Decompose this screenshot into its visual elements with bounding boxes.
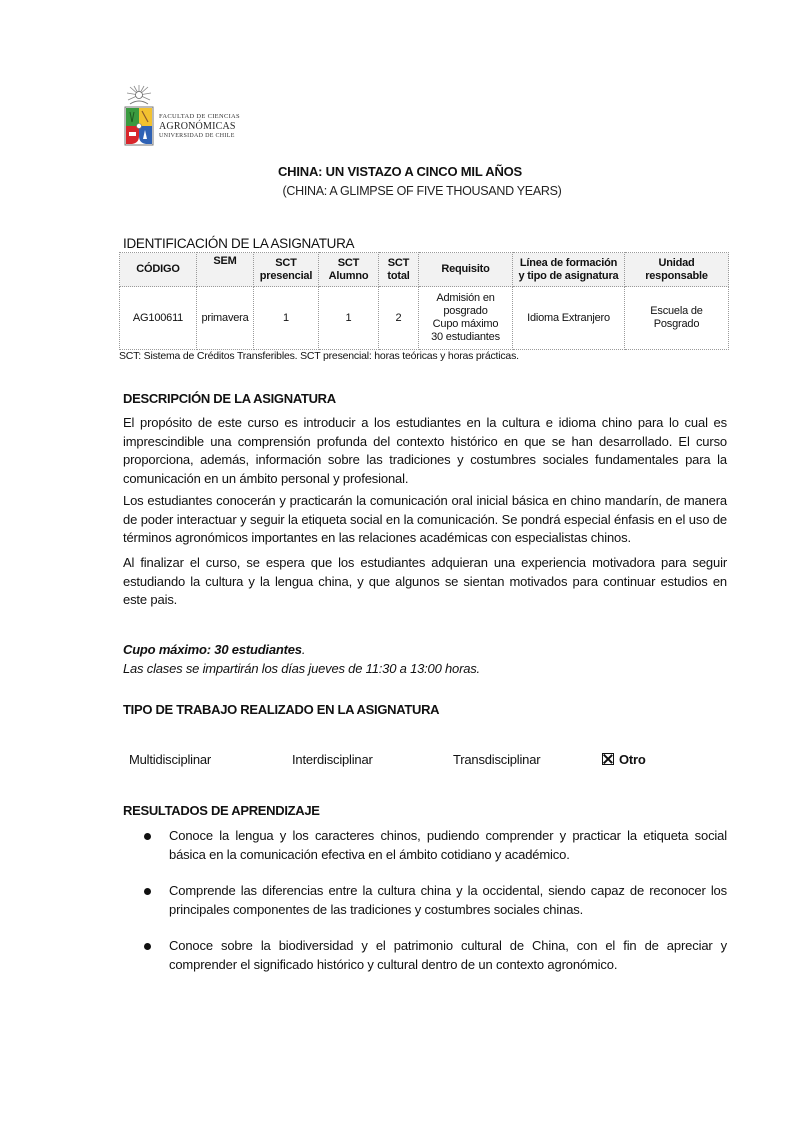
checked-box-icon [602, 753, 614, 765]
description-paragraph-3: Al finalizar el curso, se espera que los estudiantes adquieran una experiencia motivadora para seguir estudiando la cultura y la lengua china, y que algunos se sientan motivados para continuar estudios en este pais. [123, 555, 727, 607]
header-unidad-responsable: Unidad responsable [625, 253, 729, 287]
list-item: Comprende las diferencias entre la cultura china y la occidental, siendo capaz de reconocer los principales componentes de las tradiciones y costumbres sociales chinas. [123, 882, 727, 919]
bullet-icon [144, 943, 151, 950]
cell-sct-alumno: 1 [319, 287, 379, 350]
cell-linea-formacion: Idioma Extranjero [513, 287, 625, 350]
cell-unidad-responsable: Escuela de Posgrado [625, 287, 729, 350]
list-item: Conoce sobre la biodiversidad y el patrimonio cultural de China, con el fin de apreciar y comprender el significado histórico y cultural dentro de un contexto agronómico. [123, 937, 727, 974]
bullet-icon [144, 833, 151, 840]
header-requisito: Requisito [419, 253, 513, 287]
shield-emblem-icon [124, 106, 154, 148]
description-heading: DESCRIPCIÓN DE LA ASIGNATURA [123, 391, 336, 406]
course-subtitle: (CHINA: A GLIMPSE OF FIVE THOUSAND YEARS) [282, 184, 562, 198]
faculty-name [159, 114, 240, 139]
faculty-name-line2: AGRONÓMICAS [159, 120, 236, 132]
table-header-row [120, 253, 729, 287]
list-item: Conoce la lengua y los caracteres chinos, pudiendo comprender y practicar la etiqueta social básica en la comunicación efectiva en el ámbito cotidiano y académico. [123, 827, 727, 864]
work-type-otro [602, 752, 646, 767]
cell-codigo: AG100611 [120, 287, 197, 350]
header-sct-alumno: SCT Alumno [319, 253, 379, 287]
sct-footnote: SCT: Sistema de Créditos Transferibles. SCT presencial: horas teóricas y horas prácticas. [119, 350, 519, 362]
header-sct-total: SCT total [379, 253, 419, 287]
header-codigo: CÓDIGO [120, 253, 197, 287]
schedule-text: Las clases se impartirán los días jueves de 11:30 a 13:00 horas. [123, 661, 480, 676]
work-type-multidisciplinar: Multidisciplinar [129, 752, 212, 767]
faculty-name-line1: FACULTAD DE CIENCIAS [159, 113, 240, 120]
learning-outcomes-list [123, 827, 727, 992]
work-type-heading: TIPO DE TRABAJO REALIZADO EN LA ASIGNATURA [123, 702, 440, 717]
learning-outcomes-heading: RESULTADOS DE APRENDIZAJE [123, 803, 320, 818]
faculty-logo [121, 84, 241, 150]
work-type-transdisciplinar: Transdisciplinar [453, 752, 541, 767]
header-linea-formacion: Línea de formación y tipo de asignatura [513, 253, 625, 287]
cell-requisito: Admisión en posgrado Cupo máximo 30 estudiantes [419, 287, 513, 350]
course-title: CHINA: UN VISTAZO A CINCO MIL AÑOS [277, 164, 523, 179]
description-paragraph-2: Los estudiantes conocerán y practicarán la comunicación oral inicial básica en chino mandarín, de manera de poder interactuar y seguir la etiqueta social en la comunicación. Se pondrá especial énfasis en el uso de términos agronómicos importantes en las relaciones académicas con especialistas chinos. [123, 493, 727, 545]
cell-sem: primavera [197, 287, 254, 350]
bullet-icon [144, 888, 151, 895]
cell-sct-total: 2 [379, 287, 419, 350]
table-row [120, 287, 729, 350]
faculty-name-line3: UNIVERSIDAD DE CHILE [159, 132, 235, 139]
sun-emblem-icon [126, 84, 152, 106]
work-type-interdisciplinar: Interdisciplinar [292, 752, 373, 767]
identification-heading: IDENTIFICACIÓN DE LA ASIGNATURA [123, 236, 355, 251]
capacity-text: Cupo máximo: 30 estudiantes [123, 642, 302, 657]
description-paragraph-1: El propósito de este curso es introducir a los estudiantes en la cultura e idioma chino para lo cual es imprescindible una comprensión profunda del contexto histórico en que se han desarrollado. El curso proporciona, además, información sobre las tradiciones y costumbres sociales fundamentales para la comunicación en un ámbito personal y profesional. [123, 415, 727, 486]
identification-table [119, 252, 729, 350]
header-sem: SEM [197, 253, 254, 287]
header-sct-presencial: SCT presencial [254, 253, 319, 287]
work-type-otro-label: Otro [619, 752, 646, 767]
capacity-schedule-note: Cupo máximo: 30 estudiantes. Las clases se impartirán los días jueves de 11:30 a 13:00 horas. [123, 642, 480, 676]
cell-sct-presencial: 1 [254, 287, 319, 350]
